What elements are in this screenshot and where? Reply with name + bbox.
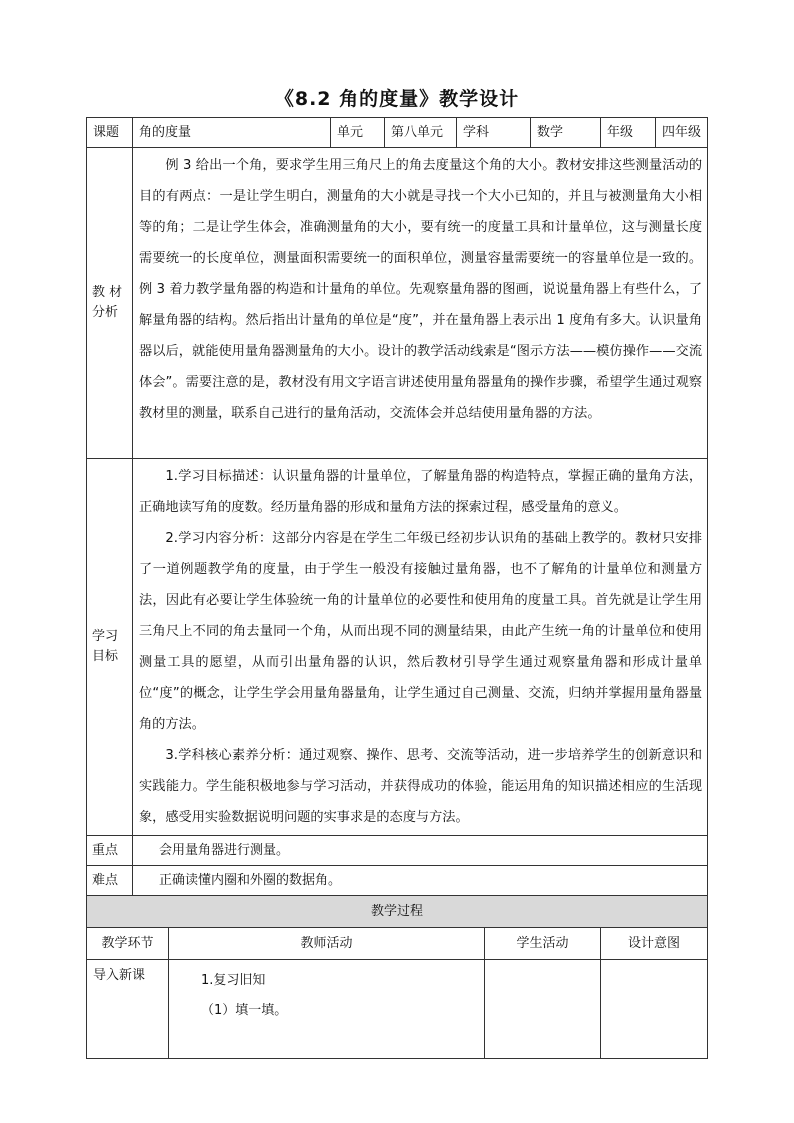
fill-in-item: （1）填一填。 [201,1003,288,1018]
objective-paragraph-2: 2.学习内容分析：这部分内容是在学生二年级已经初步认识角的基础上教学的。教材只安排了一道例题教学角的度量，由于学生一般没有接触过量角器，也不了解角的计量单位和测量方法，因此有必要让学生体验统一角的计量单位的必要性和使用角的度量工具。首先就是让学生用三角尺上不同的角去量同一个角，从而出现不同的测量结果，由此产生统一角的计量单位和使用测量工具的愿望，从而引出量角器的认识，然后教材引导学生通过观察量角器和形成计量单位“度”的概念，让学生学会用量角器量角，让学生通过自己测量、交流，归纳并掌握用量角器量角的方法。 [139,531,703,732]
teacher-activity-intro [169,960,485,1059]
textbook-analysis-text: 例 3 给出一个角，要求学生用三角尺上的角去度量这个角的大小。教材安排这些测量活动的目的有两点：一是让学生明白，测量角的大小就是寻找一个大小已知的，并且与被测量角大小相等的角；二是让学生体会，准确测量角的大小，要有统一的度量工具和计量单位，这与测量长度需要统一的长度单位，测量面积需要统一的面积单位，测量容量需要统一的容量单位是一致的。例 3 着力教学量角器的构造和计量角的单位。先观察量角器的图画，说说量角器上有些什么，了解量角器的结构。然后指出计量角的单位是“度”，并在量角器上表示出 1 度角有多大。认识量角器以后，就能使用量角器测量角的大小。设计的教学活动线索是“图示方法——模仿操作——交流体会”。需要注意的是，教材没有用文字语言讲述使用量角器量角的操作步骤，希望学生通过观察教材里的测量，联系自己进行的量角活动，交流体会并总结使用量角器的方法。 [133,148,708,459]
grade-label: 年级 [601,118,656,148]
key-point-label: 重点 [87,836,133,866]
student-activity-intro [485,960,601,1059]
grade-value: 四年级 [656,118,708,148]
unit-value: 第八单元 [385,118,457,148]
col-student-header: 学生活动 [485,928,601,960]
textbook-analysis-row [87,148,708,459]
process-title: 教学过程 [87,896,708,928]
learning-objectives-text [133,459,708,836]
design-intent-intro [601,960,708,1059]
key-point-row [87,836,708,866]
learning-objectives-row [87,459,708,836]
textbook-analysis-label: 教 材 分析 [87,148,133,459]
topic-value: 角的度量 [133,118,331,148]
page-title: 《8.2 角的度量》教学设计 [274,88,520,110]
difficulty-row [87,866,708,896]
col-stage-header: 教学环节 [87,928,169,960]
stage-intro: 导入新课 [87,960,169,1059]
objective-paragraph-1: 1.学习目标描述：认识量角器的计量单位，了解量角器的构造特点，掌握正确的量角方法，正确地读写角的度数。经历量角器的形成和量角方法的探索过程，感受量角的意义。 [139,469,703,515]
lesson-plan-table [86,117,708,1059]
process-header-row [87,928,708,960]
difficulty-text: 正确读懂内圈和外圈的数据角。 [133,866,708,896]
subject-label: 学科 [457,118,531,148]
objective-paragraph-3: 3.学科核心素养分析：通过观察、操作、思考、交流等活动，进一步培养学生的创新意识和实践能力。学生能积极地参与学习活动，并获得成功的体验，能运用角的知识描述相应的生活现象，感受用实验数据说明问题的实事求是的态度与方法。 [139,748,703,825]
process-row-intro [87,960,708,1059]
col-intent-header: 设计意图 [601,928,708,960]
header-row [87,118,708,148]
col-teacher-header: 教师活动 [169,928,485,960]
review-heading: 1.复习旧知 [201,973,266,988]
learning-objectives-label: 学习 目标 [87,459,133,836]
process-title-row [87,896,708,928]
difficulty-label: 难点 [87,866,133,896]
key-point-text: 会用量角器进行测量。 [133,836,708,866]
topic-label: 课题 [87,118,133,148]
lesson-plan-document [86,117,707,1059]
unit-label: 单元 [331,118,385,148]
subject-value: 数学 [531,118,601,148]
